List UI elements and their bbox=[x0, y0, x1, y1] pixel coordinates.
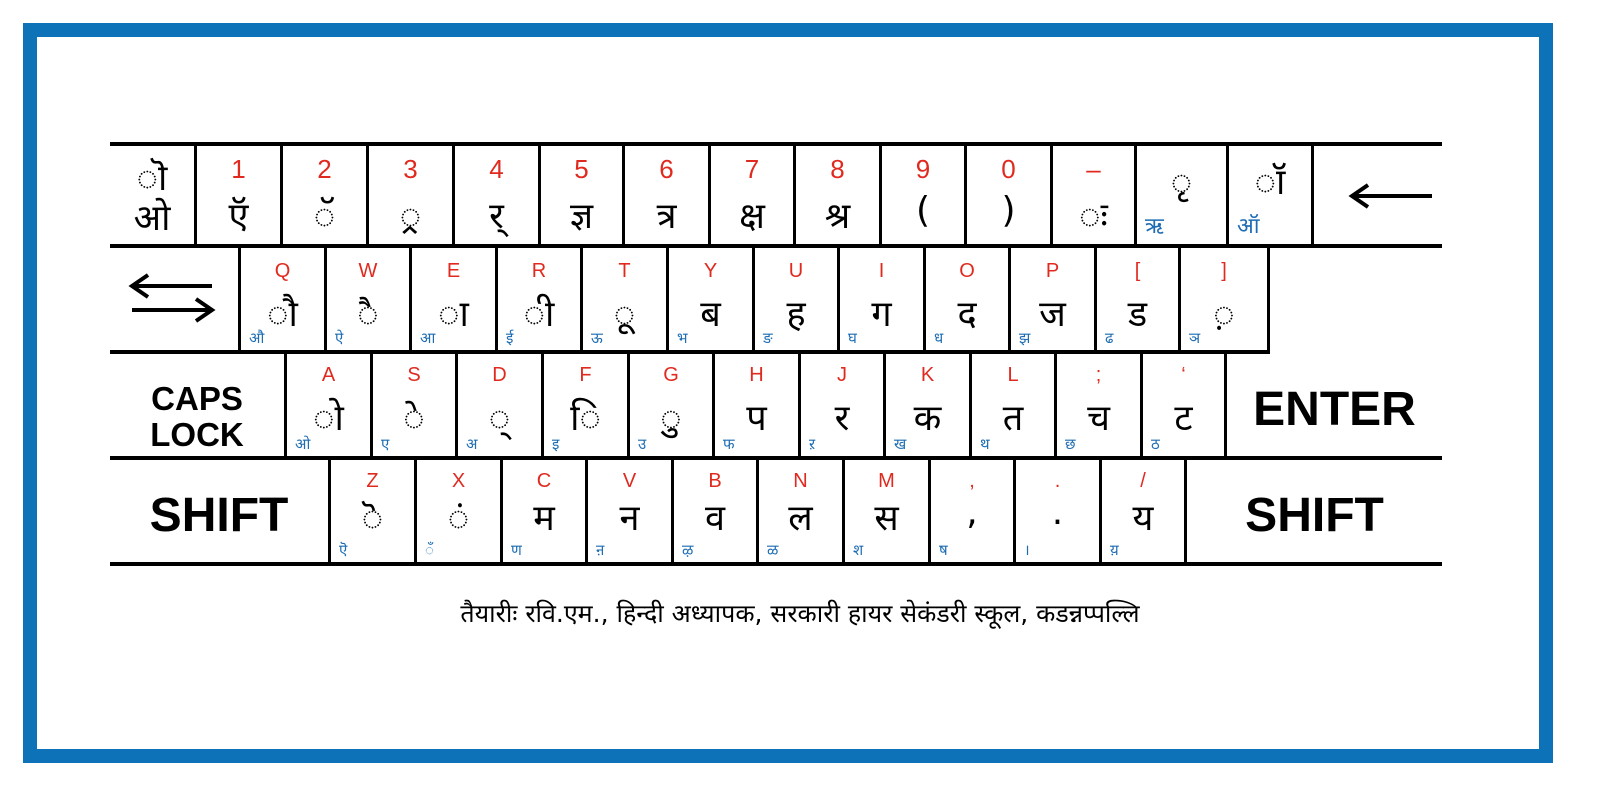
key-right-bracket[interactable] bbox=[1178, 248, 1270, 354]
key-comma[interactable] bbox=[928, 460, 1013, 566]
key-latin: L bbox=[1007, 364, 1019, 386]
key-k[interactable] bbox=[883, 354, 969, 460]
key-7[interactable] bbox=[708, 142, 793, 248]
enter-label: ENTER bbox=[1253, 383, 1416, 436]
key-d[interactable] bbox=[455, 354, 541, 460]
key-alt-char: ढ bbox=[1105, 329, 1114, 347]
key-r[interactable] bbox=[495, 248, 580, 354]
key-latin: T bbox=[618, 260, 631, 282]
key-alt-char: ँ bbox=[425, 541, 434, 559]
key-latin: N bbox=[793, 470, 808, 492]
key-main-char: े bbox=[403, 398, 425, 439]
key-alt-char: थ bbox=[980, 435, 990, 453]
key-latin: 7 bbox=[744, 154, 760, 184]
key-alt-char: ए bbox=[381, 435, 390, 453]
key-alt-char: अ bbox=[466, 435, 478, 453]
shift-left-label: SHIFT bbox=[149, 489, 289, 542]
key-backspace[interactable] bbox=[1311, 142, 1442, 248]
key-y[interactable] bbox=[666, 248, 752, 354]
key-alt-char: ई bbox=[506, 329, 514, 347]
shift-right-label: SHIFT bbox=[1245, 489, 1384, 542]
key-alt-char: श bbox=[853, 541, 864, 559]
key-x[interactable] bbox=[414, 460, 500, 566]
key-alt-char: य़ bbox=[1110, 541, 1119, 559]
key-main-char: क bbox=[913, 398, 942, 439]
key-alt-char: उ bbox=[638, 435, 647, 453]
key-backslash[interactable] bbox=[1226, 142, 1311, 248]
key-main-char: , bbox=[966, 492, 978, 533]
key-main-char: द bbox=[957, 294, 977, 335]
key-latin: ] bbox=[1221, 260, 1227, 282]
key-s[interactable] bbox=[370, 354, 455, 460]
key-latin: W bbox=[358, 260, 378, 282]
key-alt-char: ऴ bbox=[682, 541, 694, 559]
key-latin: G bbox=[663, 364, 679, 386]
key-q[interactable] bbox=[238, 248, 324, 354]
key-main-char: त्र bbox=[656, 196, 677, 237]
key-c[interactable] bbox=[500, 460, 585, 566]
key-w[interactable] bbox=[324, 248, 409, 354]
key-minus[interactable] bbox=[1050, 142, 1134, 248]
key-o[interactable] bbox=[923, 248, 1008, 354]
key-main-char: क्ष bbox=[739, 196, 765, 237]
keyboard-layout bbox=[110, 142, 1442, 567]
key-latin: A bbox=[321, 364, 336, 386]
key-alt-char: ओ bbox=[295, 435, 311, 453]
key-main-char: म bbox=[533, 498, 555, 539]
key-u[interactable] bbox=[752, 248, 837, 354]
key-alt-char: । bbox=[1024, 541, 1030, 559]
key-quote[interactable] bbox=[1140, 354, 1224, 460]
key-latin: 9 bbox=[915, 154, 931, 184]
key-f[interactable] bbox=[541, 354, 627, 460]
key-main-char: ् bbox=[488, 398, 511, 439]
key-e[interactable] bbox=[409, 248, 495, 354]
key-main-char: ॅ bbox=[313, 196, 336, 237]
key-latin: 6 bbox=[659, 154, 674, 184]
key-latin: 0 bbox=[1001, 154, 1016, 184]
key-latin: . bbox=[1054, 470, 1061, 492]
key-alt-char: ऱ bbox=[809, 435, 816, 453]
key-alt-char: झ bbox=[1019, 329, 1031, 347]
key-latin: Q bbox=[274, 260, 291, 282]
key-latin: B bbox=[708, 470, 722, 492]
key-alt-char: ठ bbox=[1151, 435, 1160, 453]
key-main-char: ड bbox=[1127, 294, 1148, 335]
key-latin: K bbox=[920, 364, 935, 386]
key-l[interactable] bbox=[969, 354, 1054, 460]
left-arrow-icon bbox=[1346, 182, 1436, 210]
key-0[interactable] bbox=[964, 142, 1050, 248]
key-shift-char: ॉ bbox=[1254, 162, 1286, 203]
key-main-char: ्र bbox=[399, 196, 422, 237]
key-shift-char: ॊ bbox=[136, 158, 168, 199]
key-main-char: न bbox=[619, 498, 640, 539]
number-row bbox=[110, 142, 1442, 248]
key-main-char: ऍ bbox=[228, 196, 249, 237]
key-alt-char: इ bbox=[552, 435, 560, 453]
key-alt-char: फ bbox=[723, 435, 735, 453]
key-latin: , bbox=[969, 470, 975, 492]
key-alt-char: ञ bbox=[1189, 329, 1201, 347]
key-j[interactable] bbox=[798, 354, 883, 460]
key-main-char: ज्ञ bbox=[569, 196, 594, 237]
key-main-char: . bbox=[1051, 492, 1064, 533]
key-alt-char: औ bbox=[249, 329, 265, 347]
key-t[interactable] bbox=[580, 248, 666, 354]
key-tab[interactable] bbox=[110, 248, 238, 354]
key-alt-char: छ bbox=[1065, 435, 1076, 453]
key-main-char: ौ bbox=[267, 294, 298, 335]
key-main-char: ी bbox=[523, 294, 555, 335]
key-caps-lock[interactable] bbox=[110, 354, 284, 460]
key-equals[interactable] bbox=[1134, 142, 1226, 248]
key-3[interactable] bbox=[366, 142, 452, 248]
key-latin: Z bbox=[366, 470, 379, 492]
key-latin: E bbox=[446, 260, 461, 282]
key-latin: S bbox=[407, 364, 421, 386]
key-latin: ‘ bbox=[1181, 364, 1186, 386]
key-latin: X bbox=[451, 470, 466, 492]
key-main-char: ग bbox=[871, 294, 892, 335]
key-2[interactable] bbox=[280, 142, 366, 248]
key-1[interactable] bbox=[194, 142, 280, 248]
caps-lock-label-2: LOCK bbox=[150, 416, 244, 453]
key-9[interactable] bbox=[879, 142, 964, 248]
key-i[interactable] bbox=[837, 248, 923, 354]
key-semicolon[interactable] bbox=[1054, 354, 1140, 460]
credit-line: तैयारीः रवि.एम., हिन्दी अध्यापक, सरकारी हायर सेकंडरी स्कूल, कडन्नप्पल्लि bbox=[460, 599, 1140, 628]
key-alt-char: ऋ bbox=[1145, 214, 1164, 239]
key-alt-char: ऎ bbox=[339, 541, 348, 559]
key-shift-char: ृ bbox=[1170, 162, 1193, 203]
key-alt-char: ऩ bbox=[596, 541, 605, 559]
qwerty-row bbox=[110, 248, 1270, 354]
key-main-char: ि bbox=[570, 398, 601, 439]
key-slash[interactable] bbox=[1099, 460, 1184, 566]
key-latin: I bbox=[878, 260, 885, 282]
key-4[interactable] bbox=[452, 142, 538, 248]
key-latin: 1 bbox=[231, 154, 246, 184]
key-latin: / bbox=[1140, 470, 1146, 492]
tab-arrows-icon bbox=[128, 272, 216, 324]
key-alt-char: ऐ bbox=[335, 329, 344, 347]
key-main-char: ) bbox=[1001, 190, 1016, 231]
key-enter[interactable] bbox=[1224, 354, 1442, 460]
key-latin: ; bbox=[1095, 364, 1102, 386]
key-alt-char: ळ bbox=[767, 541, 779, 559]
key-latin: M bbox=[878, 470, 895, 492]
key-latin: U bbox=[788, 260, 804, 282]
key-alt-char: ध bbox=[934, 329, 944, 347]
key-p[interactable] bbox=[1008, 248, 1094, 354]
key-alt-char: भ bbox=[677, 329, 688, 347]
key-main-char: ो bbox=[313, 398, 344, 439]
key-main-char: ट bbox=[1174, 398, 1193, 439]
key-main-char: ओ bbox=[133, 198, 171, 239]
key-main-char: ा bbox=[438, 294, 469, 335]
key-latin: 4 bbox=[489, 154, 504, 184]
key-main-char: ु bbox=[660, 398, 682, 439]
key-latin: 2 bbox=[317, 154, 332, 184]
key-alt-char: घ bbox=[848, 329, 857, 347]
key-main-char: श्र bbox=[824, 196, 851, 237]
key-main-char: ज bbox=[1039, 294, 1066, 335]
key-v[interactable] bbox=[585, 460, 671, 566]
key-alt-char: ऊ bbox=[591, 329, 603, 347]
key-z[interactable] bbox=[328, 460, 414, 566]
key-latin: C bbox=[536, 470, 552, 492]
key-main-char: ः bbox=[1079, 196, 1108, 237]
key-latin: 3 bbox=[403, 154, 418, 184]
key-main-char: व bbox=[704, 498, 726, 539]
key-latin: H bbox=[749, 364, 764, 386]
key-a[interactable] bbox=[284, 354, 370, 460]
key-5[interactable] bbox=[538, 142, 622, 248]
key-main-char: र bbox=[834, 398, 850, 439]
key-main-char: त bbox=[1002, 398, 1024, 439]
key-latin: V bbox=[622, 470, 637, 492]
key-alt-char: ङ bbox=[763, 329, 773, 347]
key-main-char: स bbox=[874, 498, 899, 539]
key-left-bracket[interactable] bbox=[1094, 248, 1178, 354]
key-alt-char: ष bbox=[939, 541, 948, 559]
key-n[interactable] bbox=[756, 460, 842, 566]
key-latin: 8 bbox=[830, 154, 845, 184]
key-latin: D bbox=[492, 364, 507, 386]
key-alt-char: ण bbox=[511, 541, 522, 559]
key-main-char: ल bbox=[788, 498, 813, 539]
key-h[interactable] bbox=[712, 354, 798, 460]
key-latin: F bbox=[579, 364, 592, 386]
key-main-char: ं bbox=[447, 498, 470, 539]
key-latin: R bbox=[531, 260, 547, 282]
key-latin: Y bbox=[703, 260, 718, 282]
key-g[interactable] bbox=[627, 354, 712, 460]
key-shift-right[interactable] bbox=[1184, 460, 1442, 566]
key-m[interactable] bbox=[842, 460, 928, 566]
key-shift-left[interactable] bbox=[110, 460, 328, 566]
key-latin: [ bbox=[1134, 260, 1141, 282]
key-main-char: य bbox=[1132, 498, 1154, 539]
key-main-char: ै bbox=[357, 294, 379, 335]
key-6[interactable] bbox=[622, 142, 708, 248]
key-main-char: च bbox=[1087, 398, 1110, 439]
key-alt-char: ऑ bbox=[1237, 214, 1260, 239]
home-row bbox=[110, 354, 1442, 460]
caps-lock-label-1: CAPS bbox=[151, 380, 243, 417]
key-latin: 5 bbox=[574, 154, 589, 184]
key-main-char: ॆ bbox=[361, 498, 384, 539]
key-latin: J bbox=[837, 364, 847, 386]
key-period[interactable] bbox=[1013, 460, 1099, 566]
key-latin: P bbox=[1045, 260, 1060, 282]
key-8[interactable] bbox=[793, 142, 879, 248]
key-latin: – bbox=[1086, 154, 1101, 184]
key-main-char: प bbox=[746, 398, 767, 439]
key-backtick[interactable] bbox=[110, 142, 194, 248]
key-main-char: ( bbox=[915, 190, 931, 231]
bottom-row bbox=[110, 460, 1442, 566]
key-alt-char: आ bbox=[420, 329, 436, 347]
key-main-char: ़ bbox=[1213, 294, 1235, 335]
key-main-char: ब bbox=[700, 294, 721, 335]
key-main-char: ह bbox=[786, 294, 806, 335]
key-latin: O bbox=[959, 260, 975, 282]
key-alt-char: ख bbox=[894, 435, 907, 453]
key-main-char: र् bbox=[489, 196, 504, 237]
key-b[interactable] bbox=[671, 460, 756, 566]
key-main-char: ू bbox=[613, 294, 636, 335]
